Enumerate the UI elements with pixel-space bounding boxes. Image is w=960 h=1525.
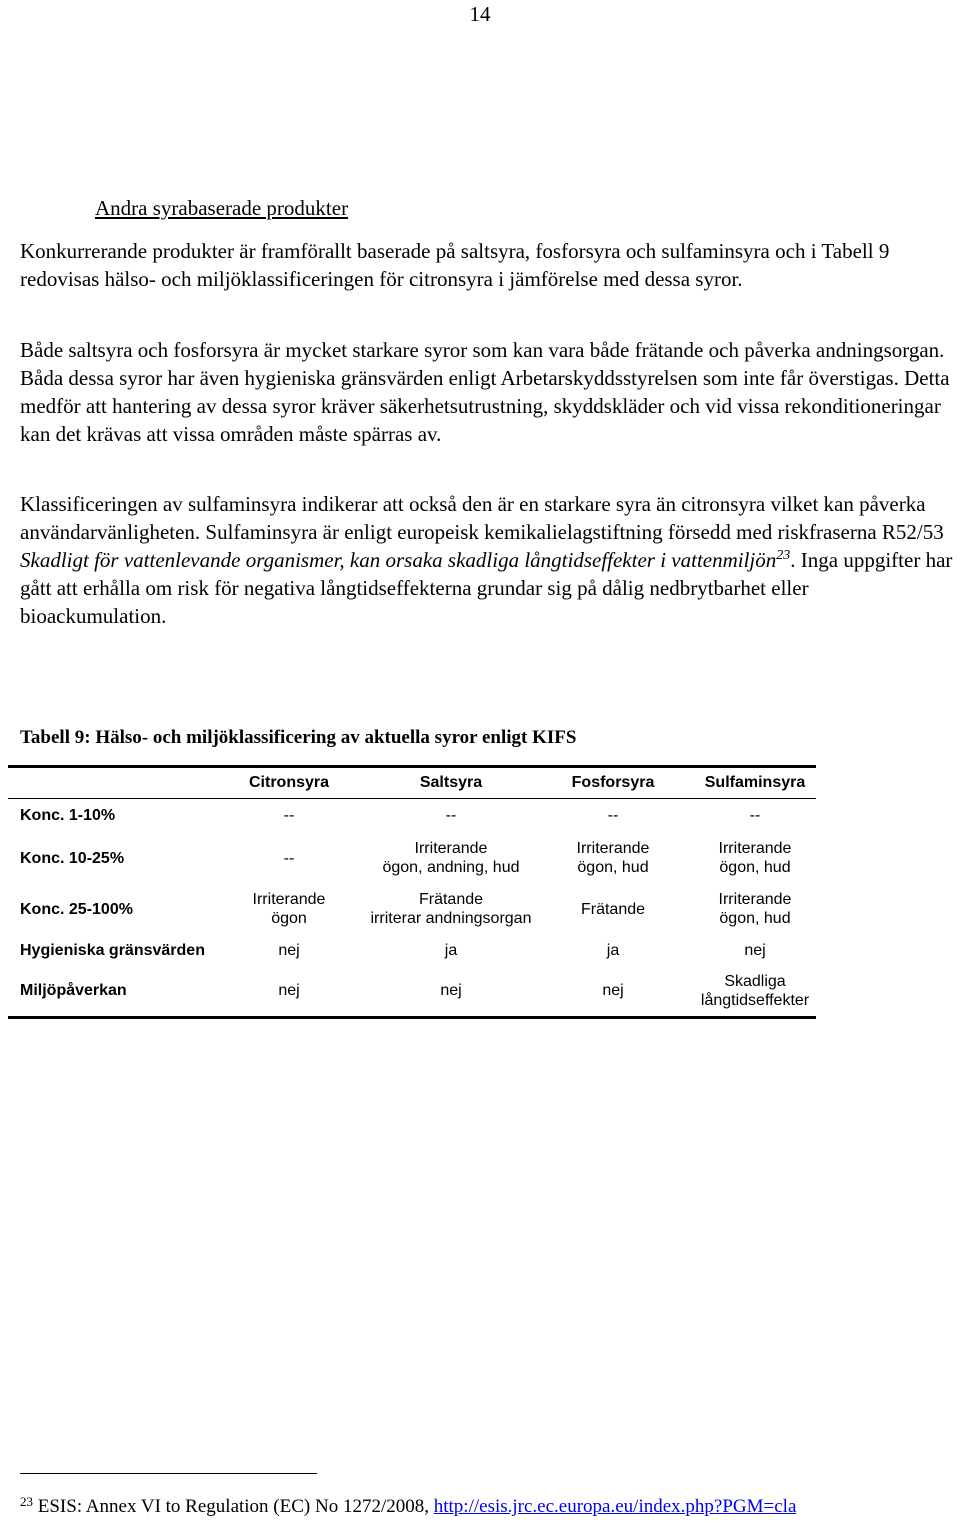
header-empty (8, 767, 208, 799)
section-heading: Andra syrabaserade produkter (95, 196, 349, 220)
table-cell: Irriterande ögon, hud (718, 891, 792, 927)
table-cell: Irriterande ögon (252, 891, 326, 927)
table-cell: nej (744, 941, 766, 959)
footnote-reference[interactable]: 23 (776, 548, 791, 563)
table-cell: nej (532, 966, 694, 1018)
table-cell: -- (749, 807, 761, 825)
table-cell: nej (278, 941, 300, 959)
paragraph-3-text-start: Klassificeringen av sulfaminsyra indikerar att också den är en starkare syra än citronsyra vilket kan påverka användarvänligheten. Sulfaminsyra är enligt europeisk kemikalielagstiftning försedd med riskfraserna R52/53 (20, 492, 944, 544)
footnote (20, 1496, 796, 1518)
header-citronsyra: Citronsyra (208, 767, 370, 799)
classification-table (8, 765, 816, 1019)
table-cell: Irriterande ögon, hud (718, 840, 792, 876)
table-cell: ja (606, 941, 620, 959)
table-cell: Irriterande ögon, hud (576, 840, 650, 876)
table-row (8, 799, 816, 833)
page-number: 14 (469, 2, 491, 26)
footnote-separator (20, 1473, 317, 1474)
table-cell: -- (283, 849, 295, 867)
paragraph-2: Både saltsyra och fosforsyra är mycket starkare syror som kan vara både frätande och påverka andningsorgan. Båda dessa syror har även hygieniska gränsvärden enligt Arbetarskyddsstyrelsen som inte får överstigas. Detta medför att hantering av dessa syror kräver säkerhetsutrustning, skyddskläder och vid vissa rekonditioneringar kan det krävas att vissa områden måste spärras av. (20, 338, 950, 446)
risk-phrase-italic: Skadligt för vattenlevande organismer, kan orsaka skadliga långtidseffekter i vattenmiljön (20, 548, 777, 572)
row-label: Konc. 10-25% (20, 849, 125, 867)
table-row (8, 935, 816, 966)
header-sulfaminsyra: Sulfaminsyra (694, 767, 816, 799)
table-cell: -- (283, 807, 295, 825)
row-label: Hygieniska gränsvärden (20, 941, 205, 959)
table-cell: nej (208, 966, 370, 1018)
table-cell: -- (607, 807, 619, 825)
table-cell: nej (370, 966, 532, 1018)
table-cell: ja (444, 941, 458, 959)
table-caption: Tabell 9: Hälso- och miljöklassificering av aktuella syror enligt KIFS (20, 727, 577, 748)
table-header-row (8, 767, 816, 799)
table-cell: Irriterande ögon, andning, hud (382, 840, 520, 876)
table-row (8, 833, 816, 884)
table-cell: -- (445, 807, 457, 825)
row-label: Konc. 1-10% (20, 807, 116, 825)
table-row (8, 884, 816, 935)
table-cell: Frätande irriterar andningsorgan (370, 891, 532, 927)
footnote-number: 23 (20, 1494, 33, 1509)
footnote-text: ESIS: Annex VI to Regulation (EC) No 1272/2008, (33, 1496, 434, 1517)
row-label: Konc. 25-100% (20, 900, 133, 918)
footnote-link[interactable]: http://esis.jrc.ec.europa.eu/index.php?PGM=cla (433, 1496, 797, 1517)
table-row (8, 966, 816, 1018)
row-label: Miljöpåverkan (8, 966, 208, 1018)
paragraph-1: Konkurrerande produkter är framförallt baserade på saltsyra, fosforsyra och sulfaminsyra och i Tabell 9 redovisas hälso- och miljöklassificeringen för citronsyra i jämförelse med dessa syror. (20, 239, 890, 291)
table-cell: Frätande (580, 900, 646, 918)
header-saltsyra: Saltsyra (370, 767, 532, 799)
paragraph-3 (20, 490, 960, 630)
paragraph-3-text-end: . Inga uppgifter har gått att erhålla om risk för negativa långtidseffekterna grundar sig på dålig nedbrytbarhet eller bioackumulation. (20, 548, 953, 628)
header-fosforsyra: Fosforsyra (532, 767, 694, 799)
table-cell: Skadliga långtidseffekter (694, 966, 816, 1018)
